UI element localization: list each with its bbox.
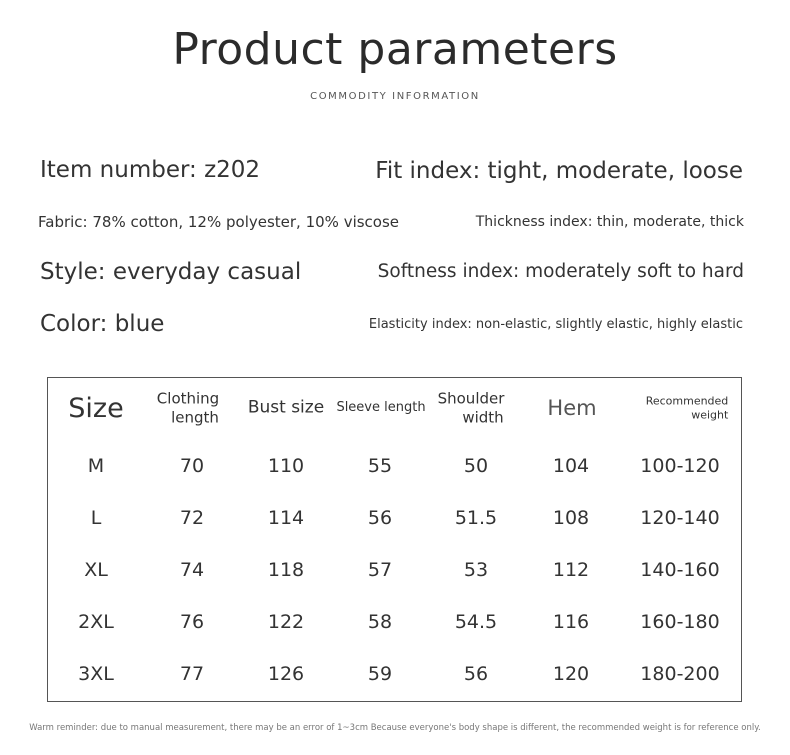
table-cell-bust-size: 126 bbox=[267, 663, 305, 685]
header-clothing-length-line1: Clothing bbox=[156, 389, 220, 408]
header-recommended-weight-line2: weight bbox=[691, 408, 729, 421]
table-cell-hem: 104 bbox=[552, 455, 590, 477]
table-cell-shoulder-width: 56 bbox=[463, 663, 489, 685]
table-cell-bust-size: 114 bbox=[267, 507, 305, 529]
style: Style: everyday casual bbox=[40, 259, 302, 285]
softness-index: Softness index: moderately soft to hard bbox=[377, 261, 744, 282]
table-cell-clothing-length: 70 bbox=[179, 455, 205, 477]
table-cell-hem: 108 bbox=[552, 507, 590, 529]
table-cell-shoulder-width: 50 bbox=[463, 455, 489, 477]
header-sleeve-length: Sleeve length bbox=[336, 399, 426, 415]
header-recommended-weight-line1: Recommended bbox=[645, 394, 729, 408]
page-title: Product parameters bbox=[172, 24, 618, 75]
item-number: Item number: z202 bbox=[40, 157, 261, 183]
footer-note: Warm reminder: due to manual measurement, there may be an error of 1~3cm Because everyone's body shape is different, the recommended weight is for reference only. bbox=[29, 723, 761, 733]
header-clothing-length-line2: length bbox=[171, 408, 219, 426]
table-cell-sleeve-length: 56 bbox=[367, 507, 393, 529]
table-cell-size: XL bbox=[84, 559, 108, 581]
table-cell-bust-size: 110 bbox=[267, 455, 305, 477]
table-cell-sleeve-length: 58 bbox=[367, 611, 393, 633]
header-size: Size bbox=[68, 393, 124, 425]
thickness-index: Thickness index: thin, moderate, thick bbox=[475, 214, 744, 230]
table-cell-size: L bbox=[90, 507, 102, 529]
table-cell-sleeve-length: 59 bbox=[367, 663, 393, 685]
table-cell-hem: 120 bbox=[552, 663, 590, 685]
table-cell-shoulder-width: 54.5 bbox=[454, 611, 498, 633]
table-cell-recommended-weight: 100-120 bbox=[640, 455, 720, 477]
table-cell-clothing-length: 74 bbox=[179, 559, 205, 581]
color: Color: blue bbox=[40, 311, 165, 337]
table-cell-recommended-weight: 160-180 bbox=[640, 611, 720, 633]
table-cell-bust-size: 118 bbox=[267, 559, 305, 581]
table-cell-sleeve-length: 55 bbox=[367, 455, 393, 477]
header-shoulder-width bbox=[438, 389, 505, 427]
header-clothing-length bbox=[157, 389, 219, 427]
table-cell-hem: 112 bbox=[552, 559, 590, 581]
table-cell-size: 2XL bbox=[78, 611, 114, 633]
header-shoulder-width-line2: width bbox=[462, 408, 504, 426]
fabric: Fabric: 78% cotton, 12% polyester, 10% viscose bbox=[38, 213, 400, 231]
header-hem: Hem bbox=[547, 395, 597, 420]
table-cell-clothing-length: 76 bbox=[179, 611, 205, 633]
table-cell-recommended-weight: 180-200 bbox=[640, 663, 720, 685]
table-cell-recommended-weight: 140-160 bbox=[640, 559, 720, 581]
table-cell-clothing-length: 72 bbox=[179, 507, 205, 529]
table-cell-size: M bbox=[87, 455, 105, 477]
elasticity-index: Elasticity index: non-elastic, slightly elastic, highly elastic bbox=[368, 317, 743, 332]
fit-index: Fit index: tight, moderate, loose bbox=[375, 158, 743, 184]
table-cell-size: 3XL bbox=[78, 663, 114, 685]
table-cell-hem: 116 bbox=[552, 611, 590, 633]
header-recommended-weight bbox=[646, 394, 729, 422]
header-bust-size: Bust size bbox=[247, 397, 325, 418]
table-cell-shoulder-width: 51.5 bbox=[454, 507, 498, 529]
page-subtitle: COMMODITY INFORMATION bbox=[310, 91, 480, 102]
table-cell-shoulder-width: 53 bbox=[463, 559, 489, 581]
size-table bbox=[47, 377, 742, 702]
header-shoulder-width-line1: Shoulder bbox=[437, 389, 505, 408]
table-cell-sleeve-length: 57 bbox=[367, 559, 393, 581]
table-cell-clothing-length: 77 bbox=[179, 663, 205, 685]
table-cell-recommended-weight: 120-140 bbox=[640, 507, 720, 529]
table-cell-bust-size: 122 bbox=[267, 611, 305, 633]
